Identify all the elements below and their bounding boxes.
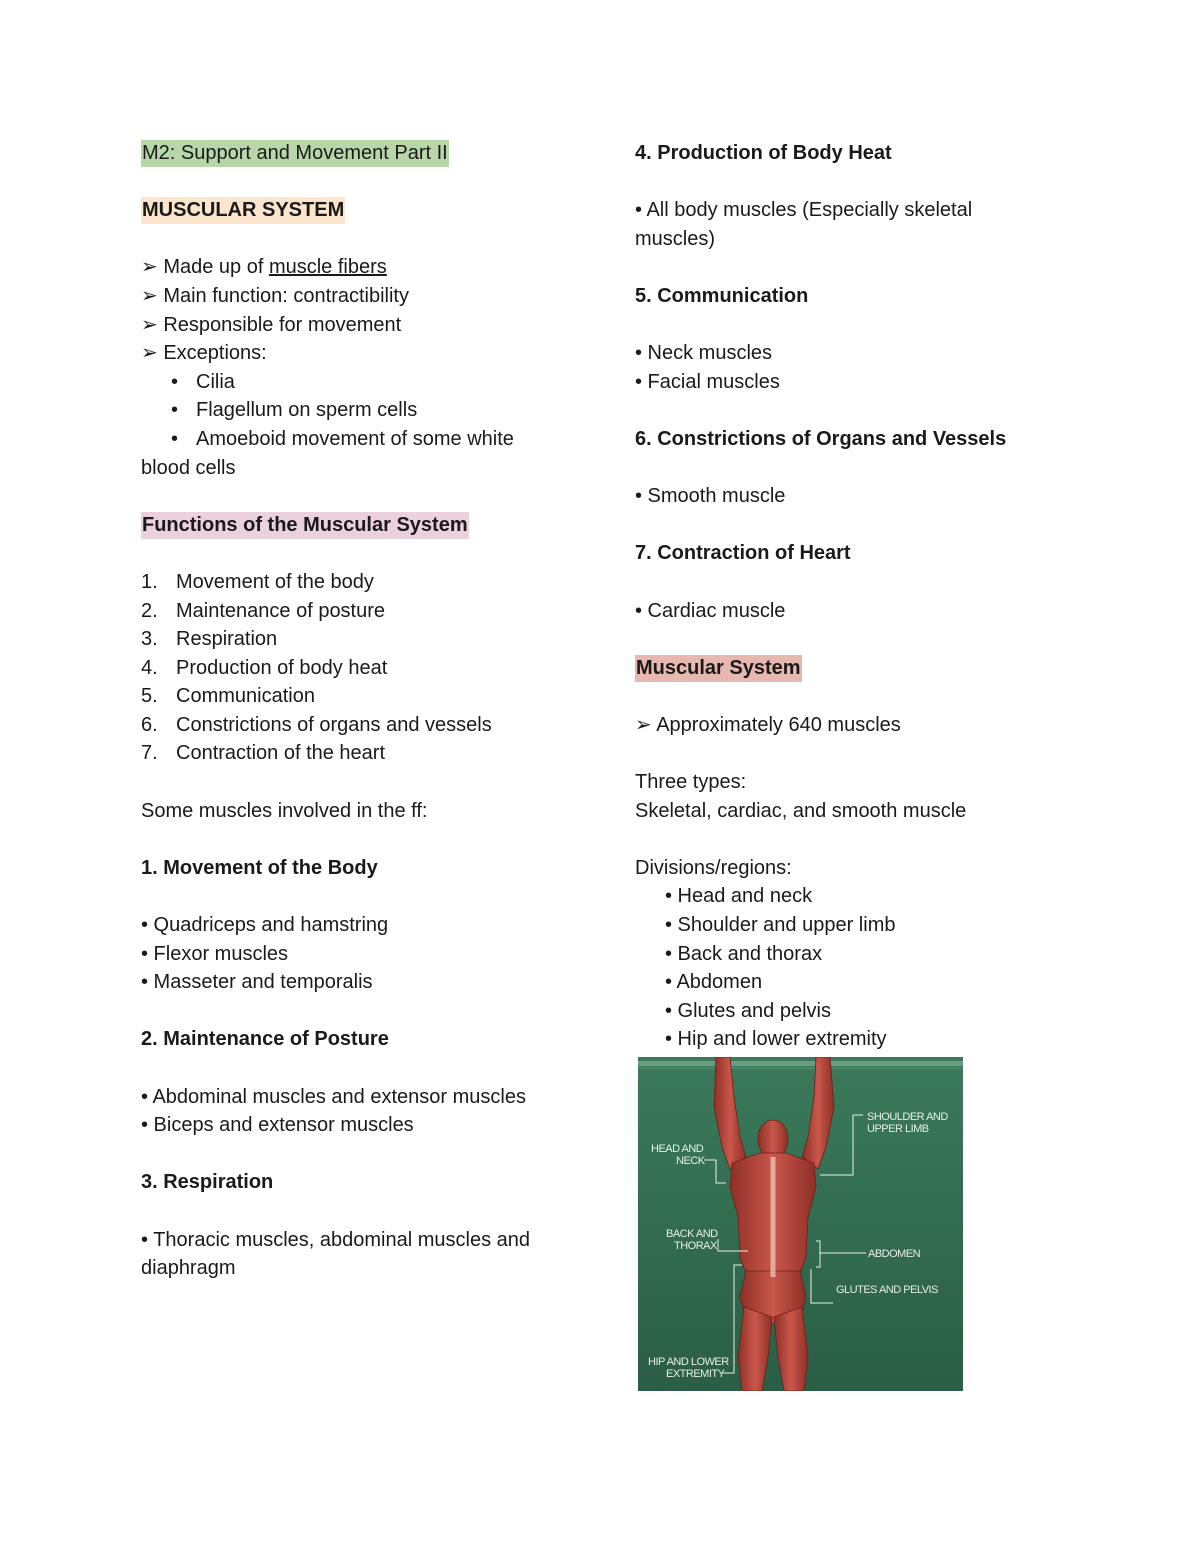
- division-item: • Hip and lower extremity: [665, 1028, 887, 1051]
- exception-text: Cilia: [196, 370, 235, 393]
- muscle-anatomy-figure: [638, 1057, 963, 1391]
- exception-item: [141, 425, 581, 454]
- functions-title-line: [141, 511, 581, 540]
- list-item: • Smooth muscle: [635, 485, 786, 508]
- left-column: [141, 139, 581, 1283]
- division-item: • Shoulder and upper limb: [665, 914, 896, 937]
- arrow-icon: ➢: [141, 313, 158, 336]
- heading-body-heat: 4. Production of Body Heat: [635, 142, 892, 164]
- label-abdomen: ABDOMEN: [868, 1248, 921, 1260]
- point-text: Made up of: [157, 256, 269, 279]
- bullet-icon: •: [171, 399, 179, 422]
- functions-title: Functions of the Muscular System: [141, 512, 469, 539]
- heading-respiration: 3. Respiration: [141, 1171, 274, 1194]
- point-text: Responsible for movement: [157, 313, 402, 336]
- list-number: 2.: [141, 599, 158, 622]
- point-responsible: [141, 311, 581, 340]
- label-extremity: EXTREMITY: [666, 1368, 725, 1380]
- point-made-up: [141, 253, 581, 282]
- section-title-line: [141, 196, 581, 225]
- list-item: • Cardiac muscle: [635, 599, 786, 622]
- label-back: BACK AND: [666, 1228, 718, 1240]
- list-item: • Biceps and extensor muscles: [141, 1114, 414, 1137]
- heading-communication: 5. Communication: [635, 284, 809, 307]
- exception-text: Amoeboid movement of some white: [196, 427, 514, 450]
- module-title-line: [141, 139, 581, 168]
- section-title: MUSCULAR SYSTEM: [141, 197, 345, 224]
- function-item: [141, 739, 581, 768]
- list-item: • Thoracic muscles, abdominal muscles and diaphragm: [141, 1228, 531, 1280]
- list-number: 5.: [141, 685, 158, 708]
- function-text: Maintenance of posture: [176, 599, 386, 622]
- muscular-system-title: Muscular System: [635, 655, 802, 682]
- muscular-system-title-line: [635, 654, 1075, 683]
- label-shoulder: SHOULDER AND: [867, 1111, 948, 1123]
- some-muscles-text: Some muscles involved in the ff:: [141, 799, 428, 822]
- function-text: Contraction of the heart: [176, 742, 386, 765]
- label-head: HEAD AND: [651, 1143, 704, 1155]
- list-number: 4.: [141, 656, 158, 679]
- function-item: [141, 597, 581, 626]
- point-text: Exceptions:: [157, 342, 267, 365]
- point-text: Main function: contractibility: [157, 284, 409, 307]
- function-item: [141, 711, 581, 740]
- list-number: 6.: [141, 713, 158, 736]
- function-item: [141, 654, 581, 683]
- division-item: • Glutes and pelvis: [665, 999, 831, 1022]
- function-text: Constrictions of organs and vessels: [176, 713, 492, 736]
- list-number: 7.: [141, 742, 158, 765]
- arrow-icon: ➢: [141, 256, 158, 279]
- function-text: Respiration: [176, 628, 278, 651]
- list-item: • Flexor muscles: [141, 942, 289, 965]
- label-thorax: THORAX: [674, 1240, 717, 1252]
- list-number: 3.: [141, 628, 158, 651]
- list-number: 1.: [141, 570, 158, 593]
- anatomy-illustration: [638, 1057, 963, 1391]
- function-item: [141, 682, 581, 711]
- bullet-icon: •: [171, 427, 179, 450]
- division-item: • Head and neck: [665, 885, 813, 908]
- list-item: • Masseter and temporalis: [141, 971, 373, 994]
- list-item: • Facial muscles: [635, 370, 780, 393]
- arrow-icon: ➢: [141, 284, 158, 307]
- heading-posture: 2. Maintenance of Posture: [141, 1028, 389, 1051]
- divisions-label: Divisions/regions:: [635, 856, 792, 879]
- muscle-fibers-link: muscle fibers: [268, 256, 387, 279]
- label-hip: HIP AND LOWER: [648, 1356, 729, 1368]
- function-item: [141, 625, 581, 654]
- function-item: [141, 568, 581, 597]
- approx-muscles: ➢ Approximately 640 muscles: [635, 713, 901, 736]
- right-column: [635, 139, 1075, 1054]
- arrow-icon: ➢: [141, 342, 158, 365]
- list-item: • Neck muscles: [635, 342, 773, 365]
- division-item: • Abdomen: [665, 971, 763, 994]
- point-main-function: [141, 282, 581, 311]
- heading-movement: 1. Movement of the Body: [141, 856, 378, 879]
- list-item: • Abdominal muscles and extensor muscles: [141, 1085, 526, 1108]
- heading-constrictions: 6. Constrictions of Organs and Vessels: [635, 427, 1007, 450]
- exception-item: [141, 368, 581, 397]
- function-text: Communication: [176, 685, 315, 708]
- exception-item: [141, 396, 581, 425]
- label-glutes: GLUTES AND PELVIS: [836, 1284, 938, 1296]
- label-neck: NECK: [676, 1155, 705, 1167]
- point-exceptions: [141, 339, 581, 368]
- function-text: Movement of the body: [176, 570, 374, 593]
- list-item: • All body muscles (Especially skeletal muscles): [635, 199, 973, 250]
- exception-text: Flagellum on sperm cells: [196, 399, 418, 422]
- heading-heart: 7. Contraction of Heart: [635, 542, 851, 565]
- three-types-text: Skeletal, cardiac, and smooth muscle: [635, 799, 967, 822]
- function-text: Production of body heat: [176, 656, 388, 679]
- list-item: • Quadriceps and hamstring: [141, 914, 389, 937]
- exception-continuation: blood cells: [141, 456, 236, 479]
- division-item: • Back and thorax: [665, 942, 823, 965]
- label-upper-limb: UPPER LIMB: [867, 1123, 929, 1135]
- three-types-label: Three types:: [635, 771, 747, 794]
- module-title: M2: Support and Movement Part II: [141, 140, 449, 167]
- bullet-icon: •: [171, 370, 179, 393]
